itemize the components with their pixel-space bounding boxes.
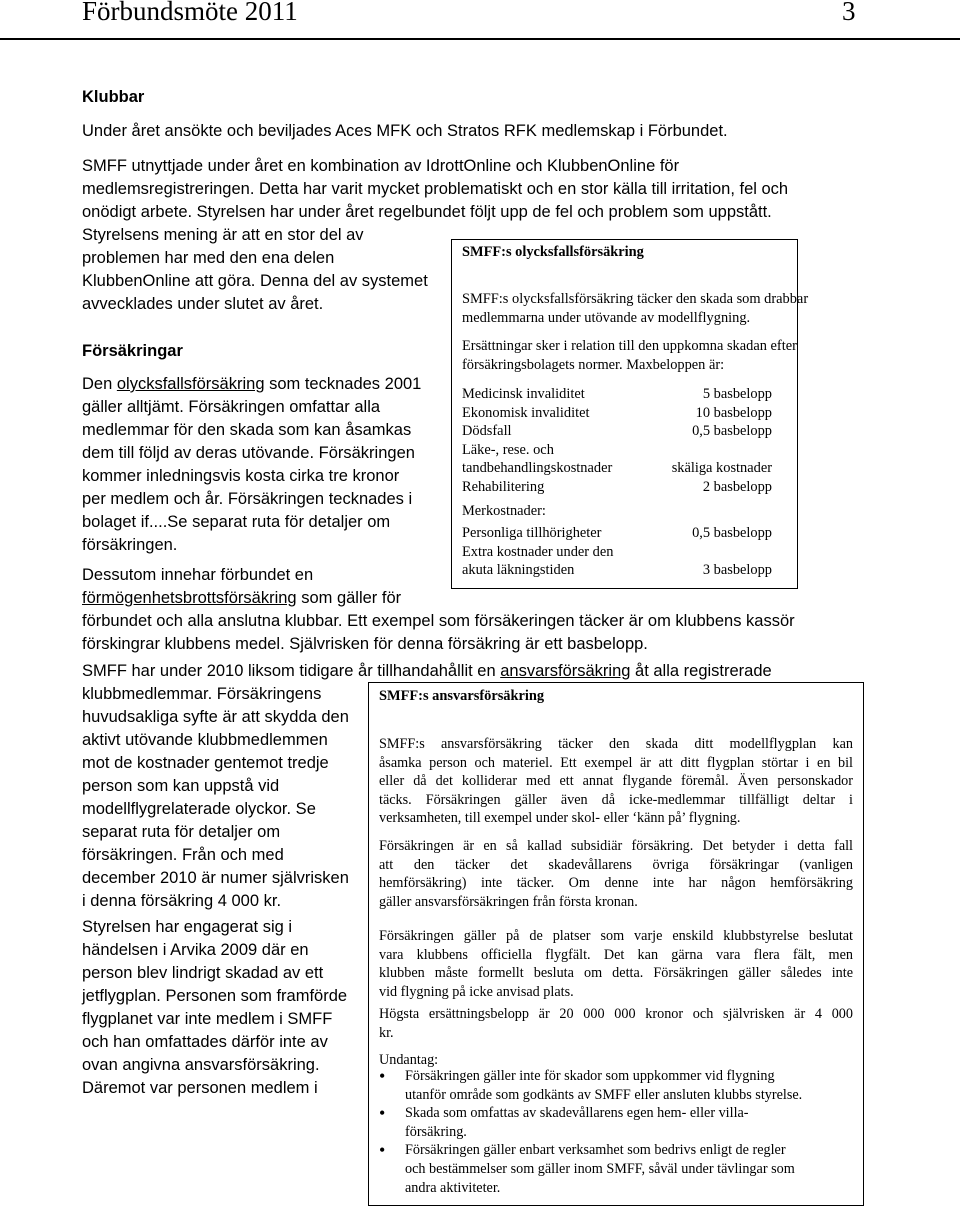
box-title: SMFF:s ansvarsförsäkring: [379, 688, 545, 704]
text-line: kr.: [379, 1024, 394, 1041]
exceptions-title: Undantag:: [379, 1052, 439, 1068]
box-paragraph: [379, 927, 853, 1001]
text-line: Ersättningar sker i relation till den uppkomna skadan efter: [462, 338, 797, 354]
text-line: förbundet och alla anslutna klubbar. Ett exempel som försäkeringen täcker är om klubbens kassör: [82, 612, 795, 630]
text-line: medlemmar för den skada som kan åsamkas: [82, 421, 412, 439]
text-line: problemen har med den ena delen: [82, 249, 335, 267]
heading-forsakringar: Försäkringar: [82, 342, 183, 360]
text-line: hemförsäkring) inte täcker. Om denne inte har någon hemförsäkring: [379, 875, 853, 892]
benefit-row: Ekonomisk invaliditet 10 basbelopp: [462, 404, 772, 421]
text-line: KlubbenOnline att göra. Denna del av systemet: [82, 272, 428, 290]
benefit-row: Dödsfall 0,5 basbelopp: [462, 423, 772, 439]
text-line: förmögenhetsbrottsförsäkring som gäller för: [82, 589, 402, 607]
ansvar-link: ansvarsförsäkring: [500, 662, 631, 680]
text-line: mot de kostnader gentemot tredje: [82, 754, 329, 772]
text-line: dem till följd av deras utövande. Försäkringen: [82, 444, 415, 462]
text-line: SMFF:s ansvarsförsäkring täcker den skada ditt modellflygplan kan: [379, 736, 853, 752]
text-line: ovan angivna ansvarsförsäkring.: [82, 1056, 320, 1074]
text-line: vara klubbens officiella flygfält. Det kan gärna vara flera fält, men: [379, 946, 853, 963]
text-line: Försäkringen är en så kallad subsidiär försäkring. Det betyder i detta fall: [379, 838, 853, 854]
text-line: SMFF utnyttjade under året en kombination av IdrottOnline och KlubbenOnline för: [82, 157, 680, 175]
text-line: försäkringen. Från och med: [82, 846, 284, 864]
text-line: försäkringen.: [82, 536, 178, 554]
text-line: verksamheten, till exempel under skol- eller ‘känn på’ flygning.: [379, 810, 741, 827]
extra-costs-title: Merkostnader:: [462, 503, 546, 519]
text-line: huvudsakliga syfte är att skydda den: [82, 708, 349, 726]
text-line: Däremot var personen medlem i: [82, 1079, 318, 1097]
text-line: avvecklades under slutet av året.: [82, 295, 324, 313]
text-line: åsamka person och materiel. Ett exempel är att ditt flygplan störtar i en bil: [379, 754, 853, 771]
benefit-row: tandbehandlingskostnader skäliga kostnader: [462, 460, 772, 476]
benefit-row: Extra kostnader under den: [462, 543, 614, 560]
text-line: SMFF har under 2010 liksom tidigare år tillhandahållit en ansvarsförsäkring åt alla registrerade: [82, 662, 772, 680]
list-item: • Försäkringen gäller inte för skador som uppkommer vid flygning utanför område som godkänts av SMFF eller ansluten klubbs styrelse.: [379, 1067, 802, 1104]
benefit-row: Medicinsk invaliditet 5 basbelopp: [462, 386, 772, 402]
page-header: [0, 0, 960, 38]
text-line: SMFF:s olycksfallsförsäkring täcker den skada som drabbar: [462, 291, 809, 307]
text-line: Försäkringen gäller på de platser som varje enskild klubbstyrelse beslutat: [379, 928, 853, 944]
text-line: klubben måste formellt besluta om detta. Försäkringen gäller således inte: [379, 965, 853, 982]
box-paragraph: [379, 1005, 853, 1042]
box-title: SMFF:s olycksfallsförsäkring: [462, 244, 644, 260]
text-line: Den olycksfallsförsäkring som tecknades 2001: [82, 375, 422, 393]
olycksfall-info-box: [451, 239, 809, 589]
text-line: gäller alltjämt. Försäkringen omfattar alla: [82, 398, 381, 416]
header-title: Förbundsmöte 2011: [82, 0, 298, 26]
text-line: Högsta ersättningsbelopp är 20 000 000 kronor och självrisken är 4 000: [379, 1006, 853, 1022]
benefit-row: Personliga tillhörigheter 0,5 basbelopp: [462, 525, 772, 541]
text-line: klubbmedlemmar. Försäkringens: [82, 685, 322, 703]
benefit-row: Läke-, rese. och: [462, 441, 554, 458]
text-line: bolaget if....Se separat ruta för detaljer om: [82, 513, 391, 531]
benefit-row: Rehabilitering 2 basbelopp: [462, 478, 772, 495]
text-line: medlemmarna under utövande av modellflygning.: [462, 309, 751, 326]
list-item: • Försäkringen gäller enbart verksamhet som bedrivs enligt de regler och bestämmelser som gäller inom SMFF, såväl under tävlingar som andra aktiviteter.: [379, 1141, 802, 1197]
header-rule: [0, 38, 960, 40]
text-line: aktivt utövande klubbmedlemmen: [82, 731, 328, 749]
box-paragraph: [379, 735, 853, 828]
text-line: och han omfattades därför inte av: [82, 1033, 328, 1051]
text-line: Dessutom innehar förbundet en: [82, 566, 314, 584]
forsakringar-paragraph-4: [82, 916, 347, 1100]
text-line: förskingrar klubbens medel. Självrisken för denna försäkring är ett basbelopp.: [82, 635, 648, 653]
text-line: i denna försäkring 4 000 kr.: [82, 892, 282, 910]
formogenhetsbrott-link: förmögenhetsbrottsförsäkring: [82, 589, 297, 607]
text-line: Styrelsen har engagerat sig i: [82, 918, 293, 936]
text-line: december 2010 är numer självrisken: [82, 869, 349, 887]
ansvar-info-box: [368, 682, 864, 1206]
text-line: eller då det kolliderar med ett annat flygande föremål. Även personskador: [379, 773, 853, 790]
box-paragraph: [379, 837, 853, 911]
text-line: separat ruta för detaljer om: [82, 823, 281, 841]
text-line: onödigt arbete. Styrelsen har under året regelbundet följt upp de fel och problem som uppstått.: [82, 203, 772, 221]
forsakringar-paragraph-1: [82, 373, 421, 557]
text-line: kommer inledningsvis kosta cirka tre kronor: [82, 467, 400, 485]
text-line: medlemsregistreringen. Detta har varit mycket problematiskt och en stor källa till irritation, fel och: [82, 180, 789, 198]
heading-klubbar: Klubbar: [82, 88, 145, 106]
text-line: gäller ansvarsförsäkringen från första kronan.: [379, 893, 638, 910]
exceptions-list: [379, 1067, 802, 1197]
box-intro: [462, 290, 808, 327]
list-item: • Skada som omfattas av skadevållarens egen hem- eller villa- försäkring.: [379, 1104, 802, 1141]
klubbar-paragraph-1: Under året ansökte och beviljades Aces MFK och Stratos RFK medlemskap i Förbundet.: [82, 122, 728, 140]
text-line: person blev lindrigt skadad av ett: [82, 964, 324, 982]
olycksfall-link: olycksfallsförsäkring: [116, 375, 265, 393]
text-line: Styrelsens mening är att en stor del av: [82, 226, 364, 244]
text-line: att den täcker det skadevållarens övriga försäkringar (vanligen: [379, 856, 853, 873]
text-line: täcks. Försäkringen gäller även då icke-medlemmar tillfälligt deltar i: [379, 791, 853, 808]
text-line: per medlem och år. Försäkringen tecknades i: [82, 490, 413, 508]
box-compensation: [462, 337, 797, 374]
text-line: person som kan uppstå vid: [82, 777, 280, 795]
text-line: flygplanet var inte medlem i SMFF: [82, 1010, 333, 1028]
text-line: modellflygrelaterade olyckor. Se: [82, 800, 316, 818]
benefit-row: akuta läkningstiden 3 basbelopp: [462, 562, 772, 578]
text-line: försäkringsbolagets normer. Maxbeloppen är:: [462, 356, 725, 373]
text-line: vid flygning på icke anvisad plats.: [379, 983, 574, 1000]
text-line: jetflygplan. Personen som framförde: [82, 987, 348, 1005]
text-line: händelsen i Arvika 2009 där en: [82, 941, 309, 959]
page-number: 3: [842, 0, 856, 26]
